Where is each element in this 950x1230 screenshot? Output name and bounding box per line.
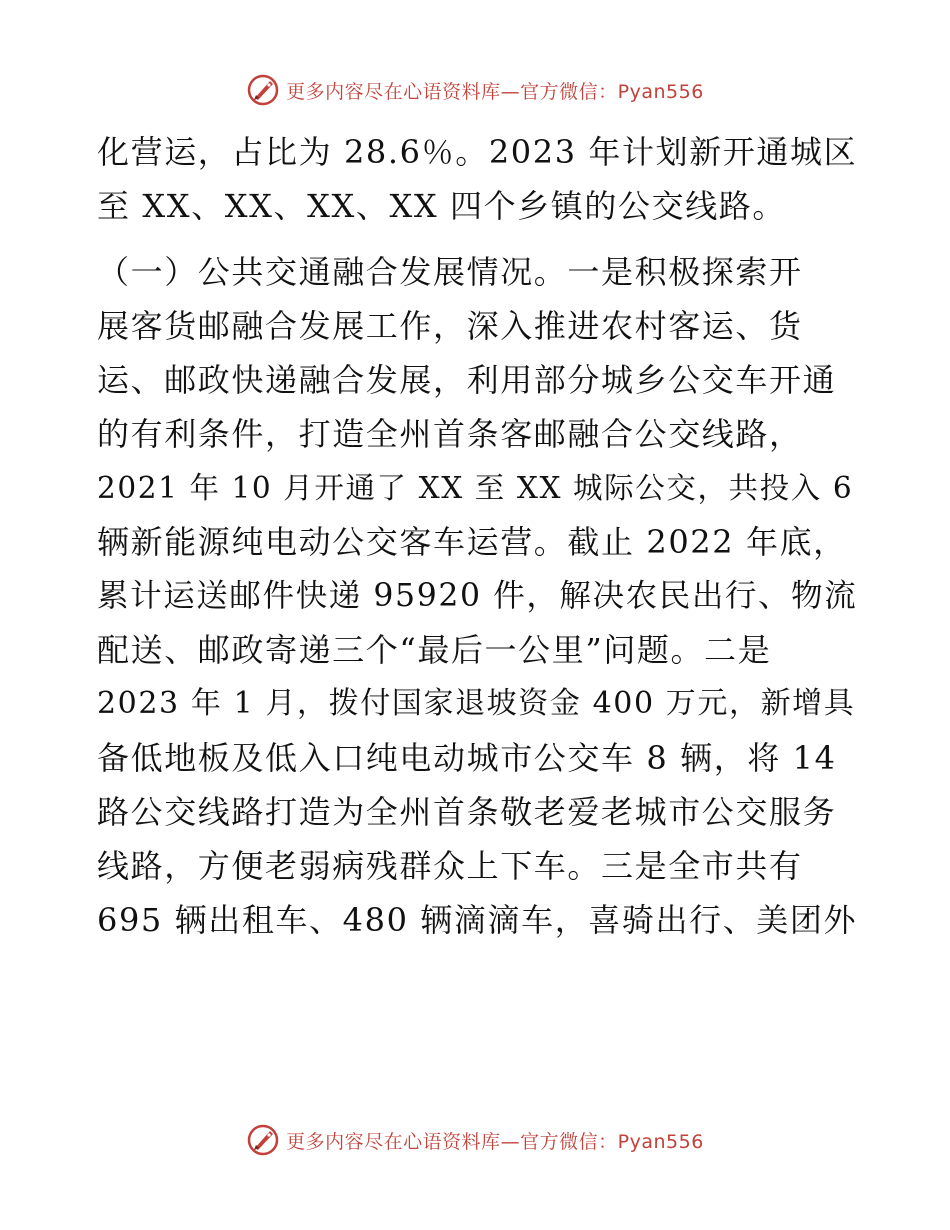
text-line: 配送、邮政寄递三个“最后一公里”问题。二是 — [97, 631, 772, 669]
text-line: 累计运送邮件快递 95920 件，解决农民出行、物流 — [97, 578, 858, 614]
text-line: 2021 年 10 月开通了 XX 至 XX 城际公交，共投入 6 — [97, 471, 854, 505]
text-line: 展客货邮融合发展工作，深入推进农村客运、货 — [97, 307, 803, 345]
text-line: 2023 年 1 月，拨付国家退坡资金 400 万元，新增具 — [97, 686, 856, 721]
text-line: 695 辆出租车、480 辆滴滴车，喜骑出行、美团外 — [97, 901, 858, 939]
paragraph — [97, 245, 857, 947]
watermark-text: 更多内容尽在心语资料库—官方微信：Pyan556 — [286, 80, 704, 103]
text-line: 运、邮政快递融合发展，利用部分城乡公交车开通 — [97, 361, 837, 399]
quill-logo-icon — [246, 73, 280, 107]
watermark-text: 更多内容尽在心语资料库—官方微信：Pyan556 — [286, 1130, 704, 1153]
footer-watermark — [0, 1120, 950, 1160]
text-line: （一）公共交通融合发展情况。一是积极探索开 — [97, 253, 803, 291]
text-line: 备低地板及低入口纯电动城市公交车 8 辆，将 14 — [97, 739, 837, 777]
quill-logo-icon — [246, 1123, 280, 1157]
text-line: 线路，方便老弱病残群众上下车。三是全市共有 — [97, 847, 803, 885]
text-line: 的有利条件，打造全州首条客邮融合公交线路， — [97, 415, 803, 453]
text-line: 化营运，占比为 28.6％。2023 年计划新开通城区 — [97, 133, 858, 171]
header-watermark — [0, 70, 950, 110]
text-line: 至 XX、XX、XX、XX 四个乡镇的公交线路。 — [97, 187, 786, 225]
text-line: 辆新能源纯电动公交客车运营。截止 2022 年底， — [97, 523, 847, 561]
document-body — [97, 125, 857, 947]
text-line: 路公交线路打造为全州首条敬老爱老城市公交服务 — [97, 793, 837, 831]
paragraph — [97, 125, 857, 233]
